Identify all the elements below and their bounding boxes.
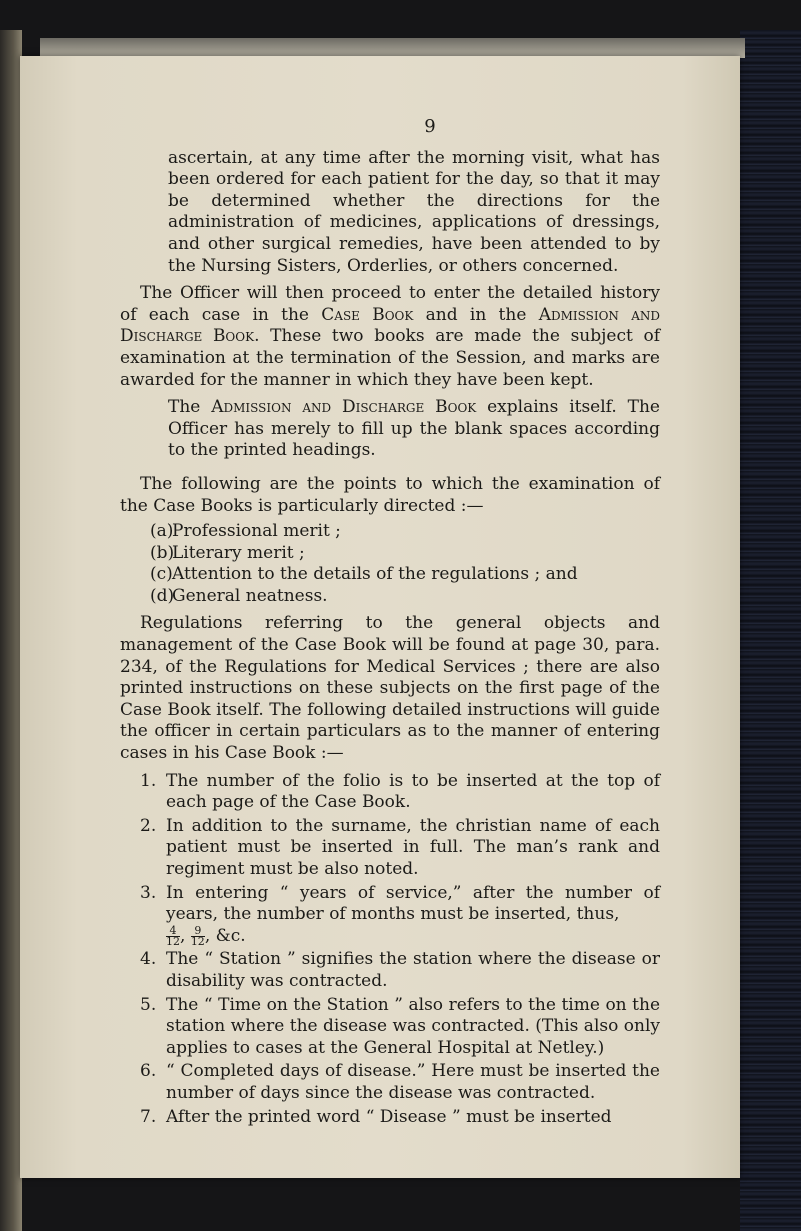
paragraph-ascertain: ascertain, at any time after the morning visit, what has been ordered for each patient for the day, so that it may be determined whether the directions for the administration of medicines, applications of dressings, and other surgical remedies, have been attended to by the Nursing Sisters, Orderlies, or others concerned.: [168, 147, 660, 276]
list-item: [150, 521, 660, 543]
list-marker: (d): [150, 585, 175, 606]
list-item-text: “ Completed days of disease.” Here must be inserted the number of days since the disease was contracted.: [166, 1061, 660, 1103]
paragraph-regulations: Regulations referring to the general objects and management of the Case Book will be found at page 30, para. 234, of the Regulations for Medical Services ; there are also printed instructions on these subjects on the first page of the Case Book itself. The following detailed instructions will guide the officer in certain particulars as to the manner of entering cases in his Case Book :—: [120, 613, 660, 764]
page-top-edge: [40, 38, 745, 58]
list-marker: (c): [150, 564, 173, 585]
text-span: and in the: [413, 304, 539, 325]
list-marker: 1.: [140, 770, 157, 791]
list-marker: 5.: [140, 994, 157, 1015]
list-item: [140, 771, 660, 814]
book-spine-left: [0, 30, 22, 1231]
list-item: [140, 816, 660, 881]
instructions-list: [120, 771, 660, 1129]
admission-book-term: Admission and Discharge Book: [120, 304, 660, 347]
list-item-text: The “ Time on the Station ” also refers to the time on the station where the disease was contracted. (This also only applies to cases at the General Hospital at Netley.): [166, 994, 660, 1058]
list-item-text: General neatness.: [172, 585, 328, 606]
etc-text: &c.: [215, 925, 246, 946]
paragraph-officer: [120, 283, 660, 391]
fraction-denominator: 12: [190, 934, 205, 948]
paragraph-following: The following are the points to which the examination of the Case Books is particularly directed :—: [120, 473, 660, 516]
list-item-text: The “ Station ” signifies the station where the disease or disability was contracted.: [166, 949, 660, 991]
list-item: 3. In entering “ years of service,” after the number of years, the number of months must be inserted, thus, $\frac{4}{12}$ , $\frac{9}{12}$ , &c.: [140, 882, 660, 948]
list-item: [150, 586, 660, 608]
page-number: 9: [424, 116, 436, 137]
list-item-text: Literary merit ;: [172, 542, 305, 563]
list-item: [150, 564, 660, 586]
fraction-numerator: 4: [166, 926, 180, 937]
list-item: [140, 1107, 660, 1129]
list-marker: 4.: [140, 949, 157, 970]
book-cover-right: [740, 30, 801, 1231]
page-text: [120, 116, 660, 1128]
fraction-denominator: 12: [166, 934, 180, 948]
fraction: [166, 923, 180, 948]
text-span: explains itself. The Officer has merely to fill up the blank spaces according to the printed headings.: [168, 397, 660, 461]
list-item: [140, 1061, 660, 1104]
text-span: The Officer will then proceed to enter the detailed history of each case in the: [120, 283, 660, 325]
text-span: The: [168, 397, 212, 418]
paragraph-admission: [168, 397, 660, 462]
list-marker: 6.: [140, 1061, 157, 1082]
list-item: [140, 949, 660, 992]
list-item-text: After the printed word “ Disease ” must be inserted: [166, 1106, 612, 1127]
list-item-text: Professional merit ;: [172, 521, 341, 542]
list-item-text: In addition to the surname, the christian name of each patient must be inserted in full. The man’s rank and regiment must be also noted.: [166, 815, 660, 879]
list-marker: (a): [150, 521, 174, 542]
criteria-list: [120, 521, 660, 607]
list-item: [140, 995, 660, 1060]
case-book-term: Case Book: [321, 304, 414, 325]
list-item-text: The number of the folio is to be inserted at the top of each page of the Case Book.: [166, 770, 660, 813]
fraction: [190, 923, 205, 948]
fraction-numerator: 9: [191, 926, 205, 937]
list-marker: (b): [150, 542, 175, 563]
list-marker: 2.: [140, 815, 157, 836]
list-item-text: Attention to the details of the regulations ; and: [172, 564, 578, 585]
text-span: . These two books are made the subject of examination at the termination of the Session, and marks are awarded for the manner in which they have been kept.: [120, 326, 660, 390]
list-marker: 7.: [140, 1106, 157, 1127]
list-item: [150, 543, 660, 565]
admission-book-term: Admission and Discharge Book: [211, 397, 477, 418]
page: [20, 56, 740, 1178]
list-marker: 3.: [140, 882, 157, 903]
list-item-text: In entering “ years of service,” after the number of years, the number of months must be inserted, thus,: [166, 882, 660, 925]
